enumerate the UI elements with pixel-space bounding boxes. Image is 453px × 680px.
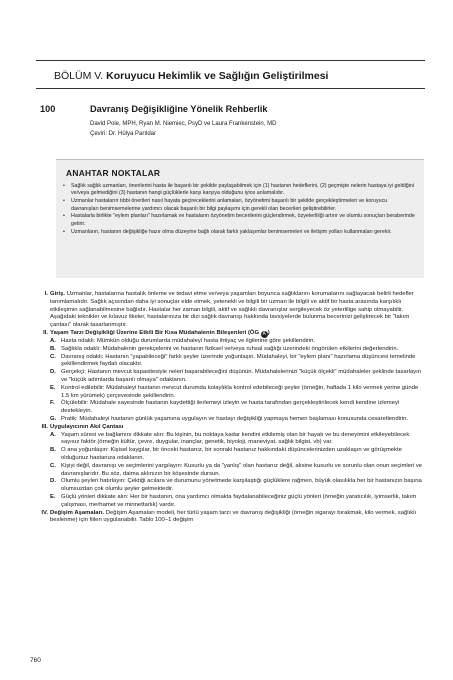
list-item: D. Gerçekçi: Hastanın mevcut kapasitesiyle neleri başarabileceğini düşünün. Müdahalelerinizi "küçük ölçekli" müdahaleler şeklinde tasarlayın ve "küçük adımlarda başarılı olmaya" odaklanın. bbox=[50, 369, 422, 383]
list-item: G. Pratik: Müdahaleyi hastanın günlük yaşamına uygulayın ve hastayı değişikliği yapmaya hemen başlaması konusunda cesaretlendirin. bbox=[50, 415, 409, 422]
key-point: • Sağlık sağlık uzmanları, önerilerini hasta ile başarılı bir şekilde paylaşabilmek için (1) hastanın hedeflerini, (2) geçmişte nelerin hastaya iyi geldiğini ve/veya gelmediğini (3) hastanın hangi güçlüklerle karşı karşıya olduğunu iyice anlamalıdır. bbox=[63, 183, 414, 197]
chapter-title bbox=[40, 104, 268, 114]
key-points-title: ANAHTAR NOKTALAR bbox=[66, 168, 161, 178]
section-heading: Uygulayıcının Akıl Çantası bbox=[50, 423, 124, 430]
section-heading: Yaşam Tarzı Değişikliği Üzerine Etkili Bir Kısa Müdahalenin Bileşenleri (ÖG bbox=[50, 329, 260, 336]
bullet-icon: • bbox=[63, 228, 65, 235]
translator: Çeviri: Dr. Hülya Parıldar bbox=[90, 130, 157, 137]
bullet-icon: • bbox=[63, 183, 65, 189]
part-number: BÖLÜM V. bbox=[54, 70, 104, 82]
list-item: D. Olumlu şeyleri hatırlayın: Çektiği acılara ve durumunu yönetmede karşılaştığı güçlüklere rağmen, büyük olasılıkla her bir hastanızın başına olumsuzdan çok olumlu şeyler gelmektedir. bbox=[50, 478, 422, 493]
list-item: B. Sağlıkla odaklı: Müdahalenin gerekçelerini ve hastanın fiziksel ve/veya ruhsal sağlığı üzerindeki öngörülen etkilerini değerlendirin. bbox=[50, 345, 399, 352]
section-intro bbox=[30, 291, 428, 330]
section-number: II. bbox=[43, 329, 48, 336]
section-toolkit bbox=[30, 424, 428, 432]
bullet-icon: • bbox=[63, 198, 65, 205]
list-item: E. Güçlü yönleri dikkate alın: Her bir hastanın, ona yardımcı olmakta faydalanabileceğiniz güçlü yönleri (örneğin yaratıcılık, iyimserlik, takım çalışması, merhamet ve minnettarlık) vardır. bbox=[50, 493, 417, 508]
list-item: F. Ölçülebilir: Müdahale sayesinde hastanın kaydettiği ilerlemeyi izleyin ve hasta tarafından gerçekleştirilecek kendi kendine izlemeyi destekleyin. bbox=[50, 400, 400, 415]
section-text: Değişim Aşamaları modeli, her türlü yaşam tarzı ve davranış değişikliği (örneğin sigarayı bırakmak, kilo vermek, sağlıklı beslenme) için fiilen uygulanabilir. Tablo 100–1 değişim bbox=[50, 509, 417, 524]
section-number: III. bbox=[41, 423, 48, 430]
key-point: • Uzmanlar hastaların tıbbi önerileri nasıl hayata geçireceklerini anlamaları, özyönetimi başarılı bir şekilde gerçekleştirmeleri ve koruyucu davranışları benimsemelerine yardımcı olacak başarılı bir bilgi paylaşımı için gerekli olan becerileri geliştirebilirler. bbox=[63, 198, 388, 212]
section-components: II. Yaşam Tarzı Değişikliği Üzerine Etkili Bir Kısa Müdahalenin Bileşenleri (ÖG A ) bbox=[30, 330, 428, 338]
section-stages-of-change bbox=[30, 510, 428, 526]
list-item: B. O ana yoğunlaşın: Kişisel kaygılar, bir önceki hastanız, bir sonraki hastanız hakkındaki düşüncelerinizden uzaklaşın ve görüşmekte olduğunuz hastanıza odaklanın. bbox=[50, 447, 402, 461]
list-item: E. Kontrol edilebilir: Müdahaleyi hastanın mevcut durumda kolaylıkla kontrol edebileceği şeyler (örneğin, haftada 1 kilo vermek yerine günde 1.5 km yürümek) çerçevesinde şekillendirin. bbox=[50, 384, 419, 399]
list-item: A. Hasta odaklı: Mümkün olduğu durumlarda müdahaleyi hasta ihtiyaç ve ilgilerine göre şekillendirin. bbox=[50, 337, 316, 344]
section-text: Uzmanlar, hastalarına hastalık önleme ve tedavi etme ve/veya yaşamları boyunca sağlıklarını korumalarını sağlayacak belirli hedefler tanımlamalıdır. Sağlık açısından daha iyi sonuçlar elde etmek, yetenekli ve bilgili bir uzman ile bilgili ve aktif bir hasta arasında karşılıklı etkileşimin sağlanabilmesine bağlıdır. Hastalar her zaman bilgili, aktif ve sağlıklı davranışlar sergileyecek öz yeterlilige sahip olmayabilir. Aşağıdaki teknikler ve kılavuz ilkeler, hastalarınıza bir dizi sağlık davranışı hakkında tavsiyelerde bulunma becerinizi geliştirecek bir "takım çantası" olarak tasarlanmıştır. bbox=[50, 291, 414, 329]
chapter-number: 100 bbox=[40, 104, 56, 114]
key-point: • Uzmanların, hastanın değişikliğe hazır olma düzeyine bağlı olarak farklı yaklaşımlar benimsemeleri ve iletişim yolları kullanmaları gerekir. bbox=[63, 228, 392, 235]
list-item: C. Davranış odaklı: Hastanın "yapabileceği" farklı şeyler üzerinde yoğunlaşın. Müdahaleyi, bir "eylem planı" hazırlama düşüncesi temelinde şekillendirmek faydalı olacaktır. bbox=[50, 353, 416, 368]
list-item: A. Yaşam süresi ve bağlamını dikkate alın: Bu kişinin, bu noktaya kadar kendini etkilemiş olan bir hayatı ve bu deneyimini etkileyebilecek sayısız faktör (örneğin kültür, çevre, duygular, inançlar, genetik, biyoloji, maneviyat, sağlık bilgisi, vb) var. bbox=[50, 431, 410, 446]
authors: David Pole, MPH, Ryan M. Niemiec, PsyD ve Laura Frankenstein, MD bbox=[90, 121, 277, 127]
evidence-grade-badge: A bbox=[262, 330, 266, 337]
chapter-credits bbox=[90, 120, 276, 139]
part-top-rule bbox=[36, 60, 425, 61]
section-number: I. bbox=[44, 291, 48, 297]
key-points-box bbox=[56, 159, 424, 278]
page-number: 760 bbox=[30, 657, 41, 664]
section-number: IV. bbox=[41, 509, 48, 516]
part-title bbox=[54, 70, 328, 82]
section-heading: Değişim Aşamaları. bbox=[50, 509, 105, 516]
chapter-name: Davranış Değişikliğine Yönelik Rehberlik bbox=[90, 104, 268, 114]
bullet-icon: • bbox=[63, 213, 65, 220]
part-name: Koruyucu Hekimlik ve Sağlığın Geliştirilmesi bbox=[106, 70, 329, 82]
key-point: • Hastalarla birlikte "eylem planları" hazırlamak ve hastaların özyönetim becerilerini güçlendirmek, özyeterliliği artırır ve olumlu sonuçları beraberinde getirir. bbox=[63, 213, 415, 227]
chapter-body bbox=[30, 291, 428, 525]
part-bottom-rule bbox=[36, 88, 425, 89]
list-item: C. Kişiyi değil, davranışı ve seçimlerini yargılayın: Kusurlu ya da "yanlış" olan hastanız değil, aksine kusurlu ve sorunlu olan onun seçimleri ve davranışlarıdır. Bu söz, daima aklınızın bir köşesinde dursun. bbox=[50, 462, 423, 477]
section-heading: Giriş. bbox=[50, 291, 66, 297]
key-points-list bbox=[63, 183, 415, 236]
